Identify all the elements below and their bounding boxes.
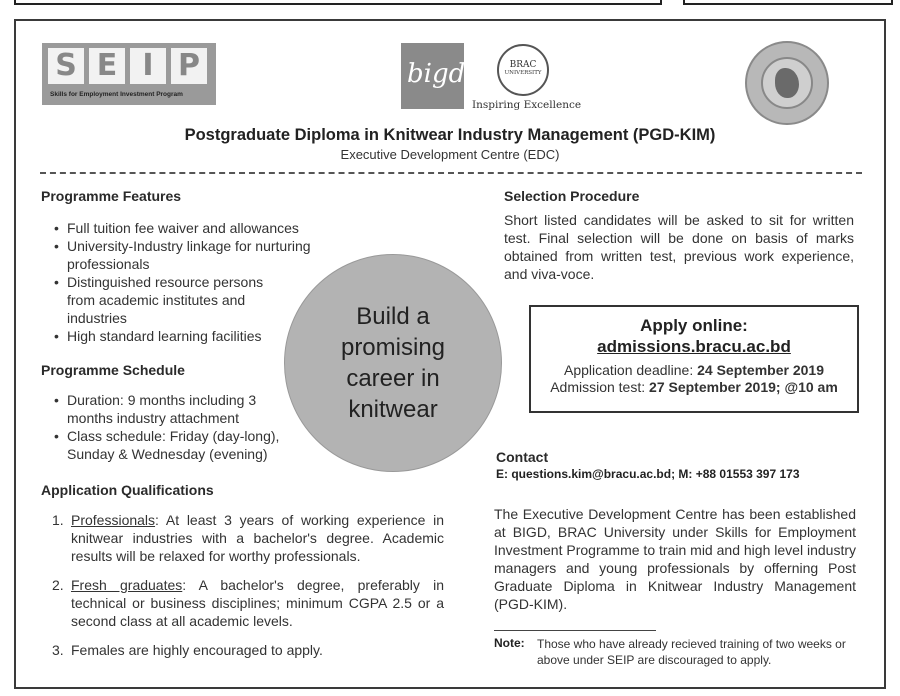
list-item: • University-Industry linkage for nurturing professionals bbox=[54, 237, 332, 273]
list-item: • Distinguished resource persons from academic institutes and industries bbox=[54, 273, 332, 327]
list-item: 2. Fresh graduates: A bachelor's degree, preferably in technical or business disciplines; minimum CGPA 2.5 or a second class at all academic levels. bbox=[52, 577, 444, 629]
qualification-label: Fresh graduates bbox=[71, 577, 183, 593]
note-text: Those who have already recieved training of two weeks or above under SEIP are discouraged to apply. bbox=[537, 637, 846, 667]
list-item: • Class schedule: Friday (day-long), Sunday & Wednesday (evening) bbox=[54, 427, 304, 463]
apply-url-link[interactable]: admissions.bracu.ac.bd bbox=[597, 337, 791, 356]
slogan-text: Build a promising career in knitwear bbox=[340, 303, 446, 423]
list-item: • Full tuition fee waiver and allowances bbox=[54, 219, 332, 237]
list-item: • High standard learning facilities bbox=[54, 327, 332, 345]
bigd-logo bbox=[401, 43, 464, 109]
slogan-circle bbox=[284, 254, 502, 472]
qualifications-heading: Application Qualifications bbox=[41, 482, 214, 498]
admission-test: Admission test: 27 September 2019; @10 am bbox=[550, 379, 838, 395]
apply-box bbox=[529, 305, 859, 413]
map-icon bbox=[775, 68, 799, 98]
schedule-list bbox=[54, 391, 304, 463]
list-item: 3. Females are highly encouraged to apply. bbox=[52, 642, 323, 658]
brac-logo-university: UNIVERSITY bbox=[504, 70, 542, 76]
top-border-right bbox=[683, 0, 893, 5]
seip-letter: I bbox=[130, 48, 166, 84]
government-seal-icon bbox=[745, 41, 829, 125]
apply-title: Apply online: bbox=[640, 316, 748, 335]
seip-letter: E bbox=[89, 48, 125, 84]
brac-university-logo bbox=[497, 44, 549, 96]
page-subtitle: Executive Development Centre (EDC) bbox=[340, 147, 560, 162]
contact-details: E: questions.kim@bracu.ac.bd; M: +88 01553 397 173 bbox=[496, 467, 800, 481]
list-item: 1. Professionals: At least 3 years of working experience in knitwear industries with a bachelor's degree. Academic results will be relaxed for worthy professionals. bbox=[52, 512, 444, 564]
page-title: Postgraduate Diploma in Knitwear Industry Management (PGD-KIM) bbox=[184, 126, 716, 144]
note-divider bbox=[494, 630, 656, 631]
features-heading: Programme Features bbox=[41, 188, 182, 204]
about-text: The Executive Development Centre has been established at BIGD, BRAC University under Skills for Employment Investment Programme to train mid and high level industry managers and young professionals by offerning Post Graduate Diploma in Knitwear Industry Management (PGD-KIM). bbox=[494, 506, 856, 612]
selection-text: Short listed candidates will be asked to sit for written test. Final selection will be done on basis of marks obtained from written test, previous work experience, and viva-voce. bbox=[504, 212, 854, 282]
seip-letter: P bbox=[171, 48, 207, 84]
schedule-heading: Programme Schedule bbox=[41, 362, 185, 378]
bigd-logo-text: bigd bbox=[407, 59, 466, 89]
seip-letter: S bbox=[48, 48, 84, 84]
brac-tagline: Inspiring Excellence bbox=[472, 99, 582, 111]
qualifications-list bbox=[52, 511, 444, 659]
seip-logo bbox=[42, 43, 216, 105]
contact-heading: Contact bbox=[496, 449, 549, 465]
top-border-left bbox=[14, 0, 662, 5]
brac-logo-name: BRAC bbox=[509, 60, 537, 70]
selection-heading: Selection Procedure bbox=[504, 188, 640, 204]
application-deadline: Application deadline: 24 September 2019 bbox=[564, 362, 824, 378]
list-item: • Duration: 9 months including 3 months industry attachment bbox=[54, 391, 304, 427]
qualification-label: Professionals bbox=[71, 512, 156, 528]
dashed-divider bbox=[40, 172, 862, 174]
note-label: Note: bbox=[494, 636, 525, 650]
seip-tagline: Skills for Employment Investment Program bbox=[50, 91, 183, 98]
